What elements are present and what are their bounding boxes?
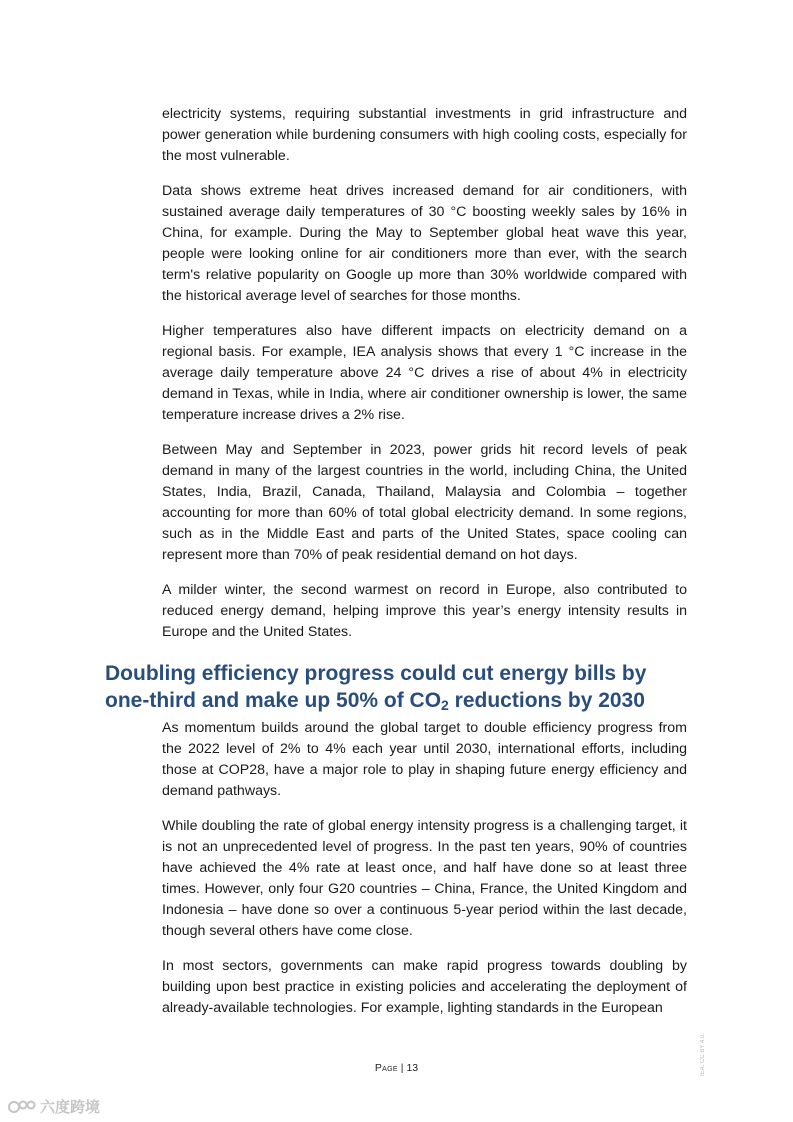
paragraph: A milder winter, the second warmest on record in Europe, also contributed to reduced energy demand, helping improve this year’s energy intensity results in Europe and the United States. xyxy=(162,582,687,640)
paragraph: While doubling the rate of global energy intensity progress is a challenging target, it is not an unprecedented level of progress. In the past ten years, 90% of countries have achieved the 4% rate at least once, and half have done so at least three times. However, only four G20 countries – China, France, the United Kingdom and Indonesia – have done so over a continuous 5-year period within the last decade, though several others have come close. xyxy=(162,818,687,939)
page-number: 13 xyxy=(406,1062,419,1074)
page-label: Page xyxy=(374,1062,398,1074)
body-text-bottom xyxy=(162,718,687,1019)
paragraph: Data shows extreme heat drives increased demand for air conditioners, with sustained average daily temperatures of 30 °C boosting weekly sales by 16% in China, for example. During the May to September global heat wave this year, people were looking online for air conditioners more than ever, with the search term's relative popularity on Google up more than 30% worldwide compared with the historical average level of searches for those months. xyxy=(162,183,687,304)
paragraph: Between May and September in 2023, power grids hit record levels of peak demand in many of the largest countries in the world, including China, the United States, India, Brazil, Canada, Thailand, Malaysia and Colombia – together accounting for more than 60% of total global electricity demand. In some regions, such as in the Middle East and parts of the United States, space cooling can represent more than 70% of peak residential demand on hot days. xyxy=(162,442,687,563)
watermark-text: 六度跨境 xyxy=(40,1099,101,1116)
watermark-logo-icon xyxy=(8,1099,36,1115)
page-separator: | xyxy=(400,1062,404,1074)
paragraph: electricity systems, requiring substantial investments in grid infrastructure and power generation while burdening consumers with high cooling costs, especially for the most vulnerable. xyxy=(162,106,687,164)
license-note: IEA. CC BY 4.0. xyxy=(700,1033,706,1076)
paragraph: In most sectors, governments can make rapid progress towards doubling by building upon best practice in existing policies and accelerating the deployment of already-available technologies. For example, lighting standards in the European xyxy=(162,958,687,1016)
body-text-top xyxy=(162,104,687,643)
heading-line-2-start: one-third and make up 50% of CO xyxy=(105,689,442,712)
page-footer xyxy=(0,1062,793,1074)
heading-line-1: Doubling efficiency progress could cut energy bills by xyxy=(105,662,647,685)
paragraph: As momentum builds around the global target to double efficiency progress from the 2022 level of 2% to 4% each year until 2030, international efforts, including those at COP28, have a major role to play in shaping future energy efficiency and demand pathways. xyxy=(162,720,687,799)
section-heading xyxy=(105,660,705,719)
paragraph: Higher temperatures also have different impacts on electricity demand on a regional basis. For example, IEA analysis shows that every 1 °C increase in the average daily temperature above 24 °C drives a rise of about 4% in electricity demand in Texas, while in India, where air conditioner ownership is lower, the same temperature increase drives a 2% rise. xyxy=(162,323,687,423)
heading-subscript: 2 xyxy=(441,697,449,713)
watermark xyxy=(8,1096,100,1117)
heading-line-2-end: reductions by 2030 xyxy=(448,689,645,712)
